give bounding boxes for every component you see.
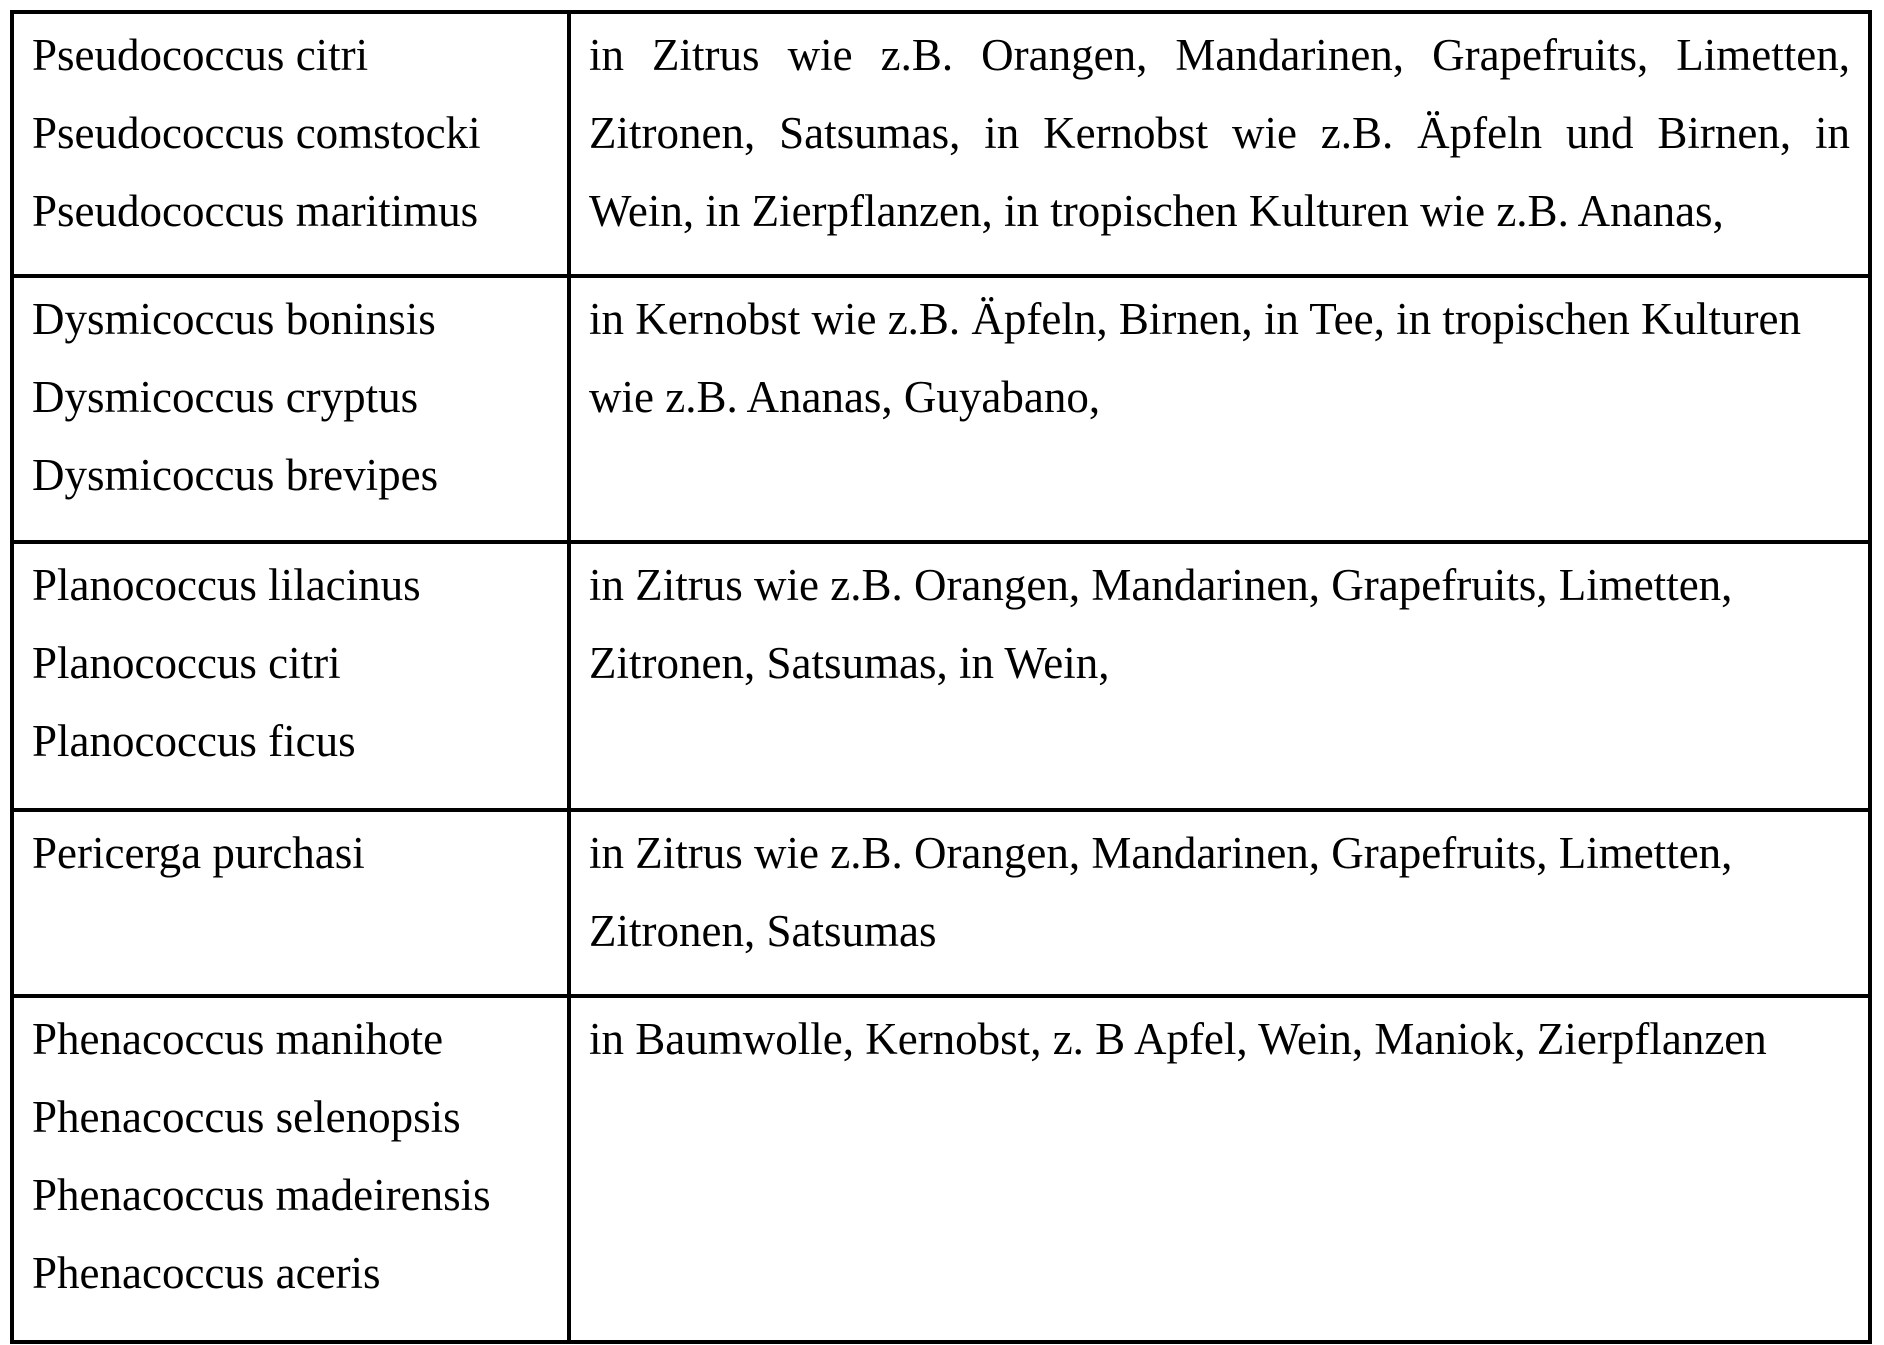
species-name: Dysmicoccus cryptus <box>32 372 419 422</box>
species-name: Dysmicoccus brevipes <box>32 450 439 500</box>
crops-text: in Zitrus wie z.B. Orangen, Mandarinen, Grapefruits, Limetten, Zitronen, Satsumas, in Kernobst wie z.B. Äpfeln und Birnen, in Wein, in Zierpflanzen, in tropischen Kulturen wie z.B. Ananas, <box>589 30 1850 236</box>
species-name: Pseudococcus comstocki <box>32 108 481 158</box>
crops-cell <box>569 276 1870 542</box>
table-row <box>12 996 1870 1342</box>
species-name: Pseudococcus citri <box>32 30 369 80</box>
crops-cell <box>569 810 1870 996</box>
species-name: Pericerga purchasi <box>32 828 365 878</box>
crops-text: in Zitrus wie z.B. Orangen, Mandarinen, Grapefruits, Limetten, Zitronen, Satsumas, in Wein, <box>589 560 1733 688</box>
crops-text: in Baumwolle, Kernobst, z. B Apfel, Wein, Maniok, Zierpflanzen <box>589 1014 1767 1064</box>
species-name: Planococcus ficus <box>32 716 356 766</box>
species-name: Phenacoccus madeirensis <box>32 1170 491 1220</box>
species-name: Phenacoccus selenopsis <box>32 1092 461 1142</box>
pest-crop-table <box>10 10 1872 1344</box>
species-name: Planococcus lilacinus <box>32 560 421 610</box>
species-name: Planococcus citri <box>32 638 341 688</box>
crops-cell <box>569 12 1870 276</box>
species-name: Phenacoccus aceris <box>32 1248 381 1298</box>
table-row <box>12 12 1870 276</box>
species-cell <box>12 12 569 276</box>
species-name: Pseudococcus maritimus <box>32 186 479 236</box>
species-cell <box>12 542 569 810</box>
species-name: Dysmicoccus boninsis <box>32 294 436 344</box>
crops-cell <box>569 542 1870 810</box>
crops-text: in Zitrus wie z.B. Orangen, Mandarinen, Grapefruits, Limetten, Zitronen, Satsumas <box>589 828 1733 956</box>
species-cell <box>12 276 569 542</box>
table-row <box>12 542 1870 810</box>
crops-cell <box>569 996 1870 1342</box>
table-row <box>12 276 1870 542</box>
species-name: Phenacoccus manihote <box>32 1014 444 1064</box>
species-cell <box>12 810 569 996</box>
table-row <box>12 810 1870 996</box>
species-cell <box>12 996 569 1342</box>
crops-text: in Kernobst wie z.B. Äpfeln, Birnen, in Tee, in tropischen Kulturen wie z.B. Ananas, Guyabano, <box>589 294 1802 422</box>
